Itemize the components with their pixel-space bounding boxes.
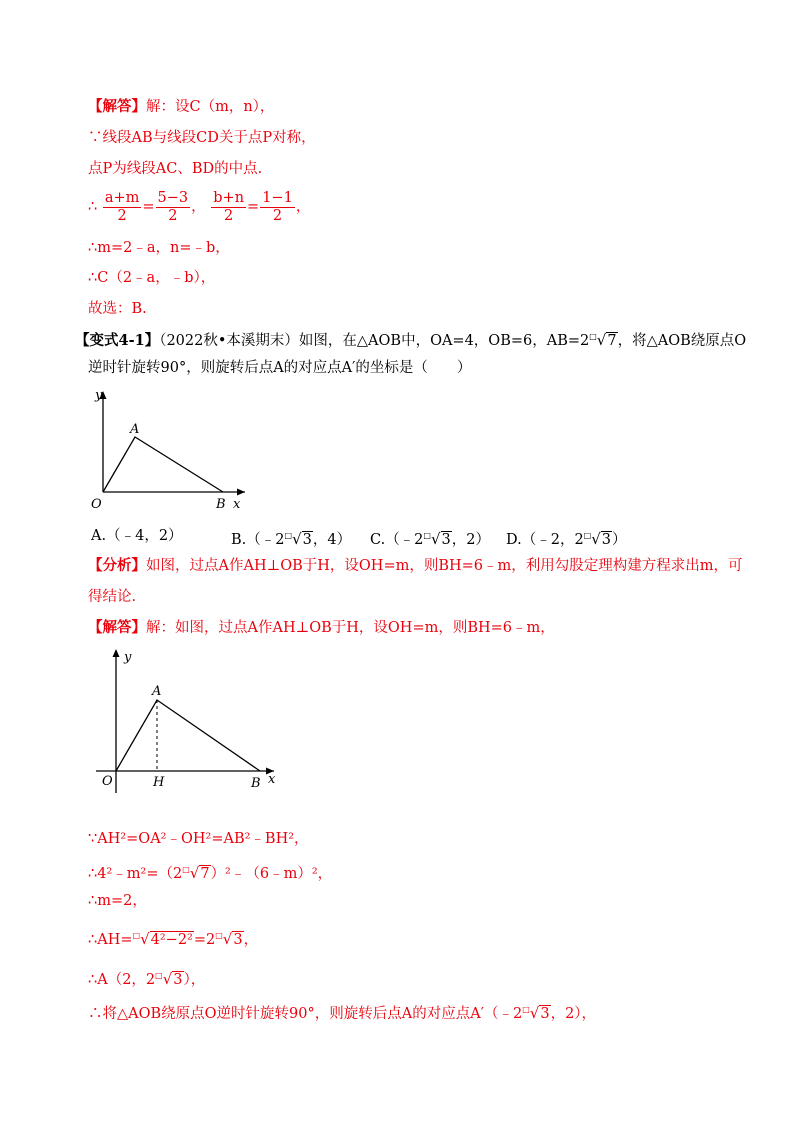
solution1-line3: 点P为线段AC、BD的中点. [88, 161, 263, 177]
solution1-tag: 【解答】 [88, 98, 146, 115]
step-6: ∴将△AOB绕原点O逆时针旋转90°，则旋转后点A的对应点A′（﹣2□√3，2）， [88, 1003, 597, 1022]
label-a: A [130, 422, 140, 437]
label-y: y [95, 388, 103, 403]
label-b: B [251, 776, 261, 791]
problem-tag: 【变式4-1】 [75, 331, 160, 349]
step-2: ∴4²﹣m²=（2□√7）²﹣（6﹣m）²， [88, 863, 333, 882]
solution1-line1 [88, 97, 274, 117]
fraction-2: $\frac{5-3}{2}$ [157, 189, 189, 224]
solution1-line5: ∴m=2﹣a，n=﹣b， [88, 240, 230, 256]
therefore-symbol: ∴ [88, 199, 98, 215]
label-o: O [91, 497, 102, 512]
solution1-text1: 解：设C（m，n）， [146, 99, 275, 115]
option-a: A.（﹣4，2） [91, 528, 183, 544]
label-y: y [124, 650, 132, 665]
step-1: ∵AH²=OA²﹣OH²=AB²﹣BH²， [88, 831, 309, 847]
option-c: C.（﹣2□√3，2） [370, 529, 491, 548]
label-x: x [268, 772, 276, 787]
solution1-fraction-line: ∴ $\frac{a+m}{2}$ = $\frac{5-3}{2}$ ， $\frac{b+n}{2}$ = $\frac{1-1}{2}$ ， [88, 189, 311, 224]
analysis-line2: 得结论. [88, 589, 137, 605]
option-b: B.（﹣2□√3，4） [231, 529, 352, 548]
label-o: O [102, 774, 113, 789]
radical-icon: √ [222, 929, 233, 948]
radical-icon: √ [596, 330, 607, 349]
step-4: ∴AH=□√4²−2²=2□√3， [88, 929, 259, 948]
solution2-line1: 【解答】解：如图，过点A作AH⊥OB于H，设OH=m，则BH=6﹣m， [88, 619, 555, 636]
figure-1-triangle [85, 385, 255, 515]
radical-icon: √ [529, 1003, 540, 1022]
fraction-1: $\frac{a+m}{2}$ [104, 189, 140, 224]
triangle-aob [103, 437, 223, 492]
solution1-line7: 故选：B. [88, 301, 147, 317]
analysis-line1: 【分析】如图，过点A作AH⊥OB于H，设OH=m，则BH=6﹣m，利用勾股定理构建方程求出m，可 [88, 557, 743, 574]
fraction-3: $\frac{b+n}{2}$ [213, 189, 245, 224]
solution2-tag: 【解答】 [88, 619, 146, 636]
y-axis-arrow-icon [113, 649, 120, 657]
step-5: ∴A（2，2□√3）， [88, 969, 206, 988]
figure-2-triangle-with-height [96, 643, 286, 798]
radical-icon: √ [189, 863, 200, 882]
label-x: x [233, 497, 241, 512]
radical-icon: √ [162, 969, 173, 988]
x-axis-arrow-icon [237, 489, 245, 496]
option-d: D.（﹣2，2□√3） [506, 529, 627, 548]
analysis-tag: 【分析】 [88, 557, 146, 574]
label-b: B [216, 497, 226, 512]
solution1-line2: ∵线段AB与线段CD关于点P对称， [88, 130, 316, 146]
fraction-4: $\frac{1-1}{2}$ [262, 189, 293, 224]
label-h: H [153, 775, 165, 790]
radical-icon: √ [591, 529, 601, 548]
radical-icon: √ [430, 529, 441, 548]
problem-line1: 【变式4-1】（2022秋•本溪期末）如图，在△AOB中，OA=4，OB=6，AB=2□√7，将△AOB绕原点O [75, 330, 747, 349]
triangle-aob [116, 700, 260, 771]
radical-icon: √ [292, 529, 302, 548]
solution1-line6: ∴C（2﹣a，﹣b）， [88, 270, 216, 286]
step-3: ∴m=2， [88, 893, 147, 909]
problem-line2: 逆时针旋转90°，则旋转后点A的对应点A′的坐标是（ ） [88, 360, 472, 376]
radical-icon: √ [140, 929, 150, 948]
label-a: A [152, 684, 162, 699]
